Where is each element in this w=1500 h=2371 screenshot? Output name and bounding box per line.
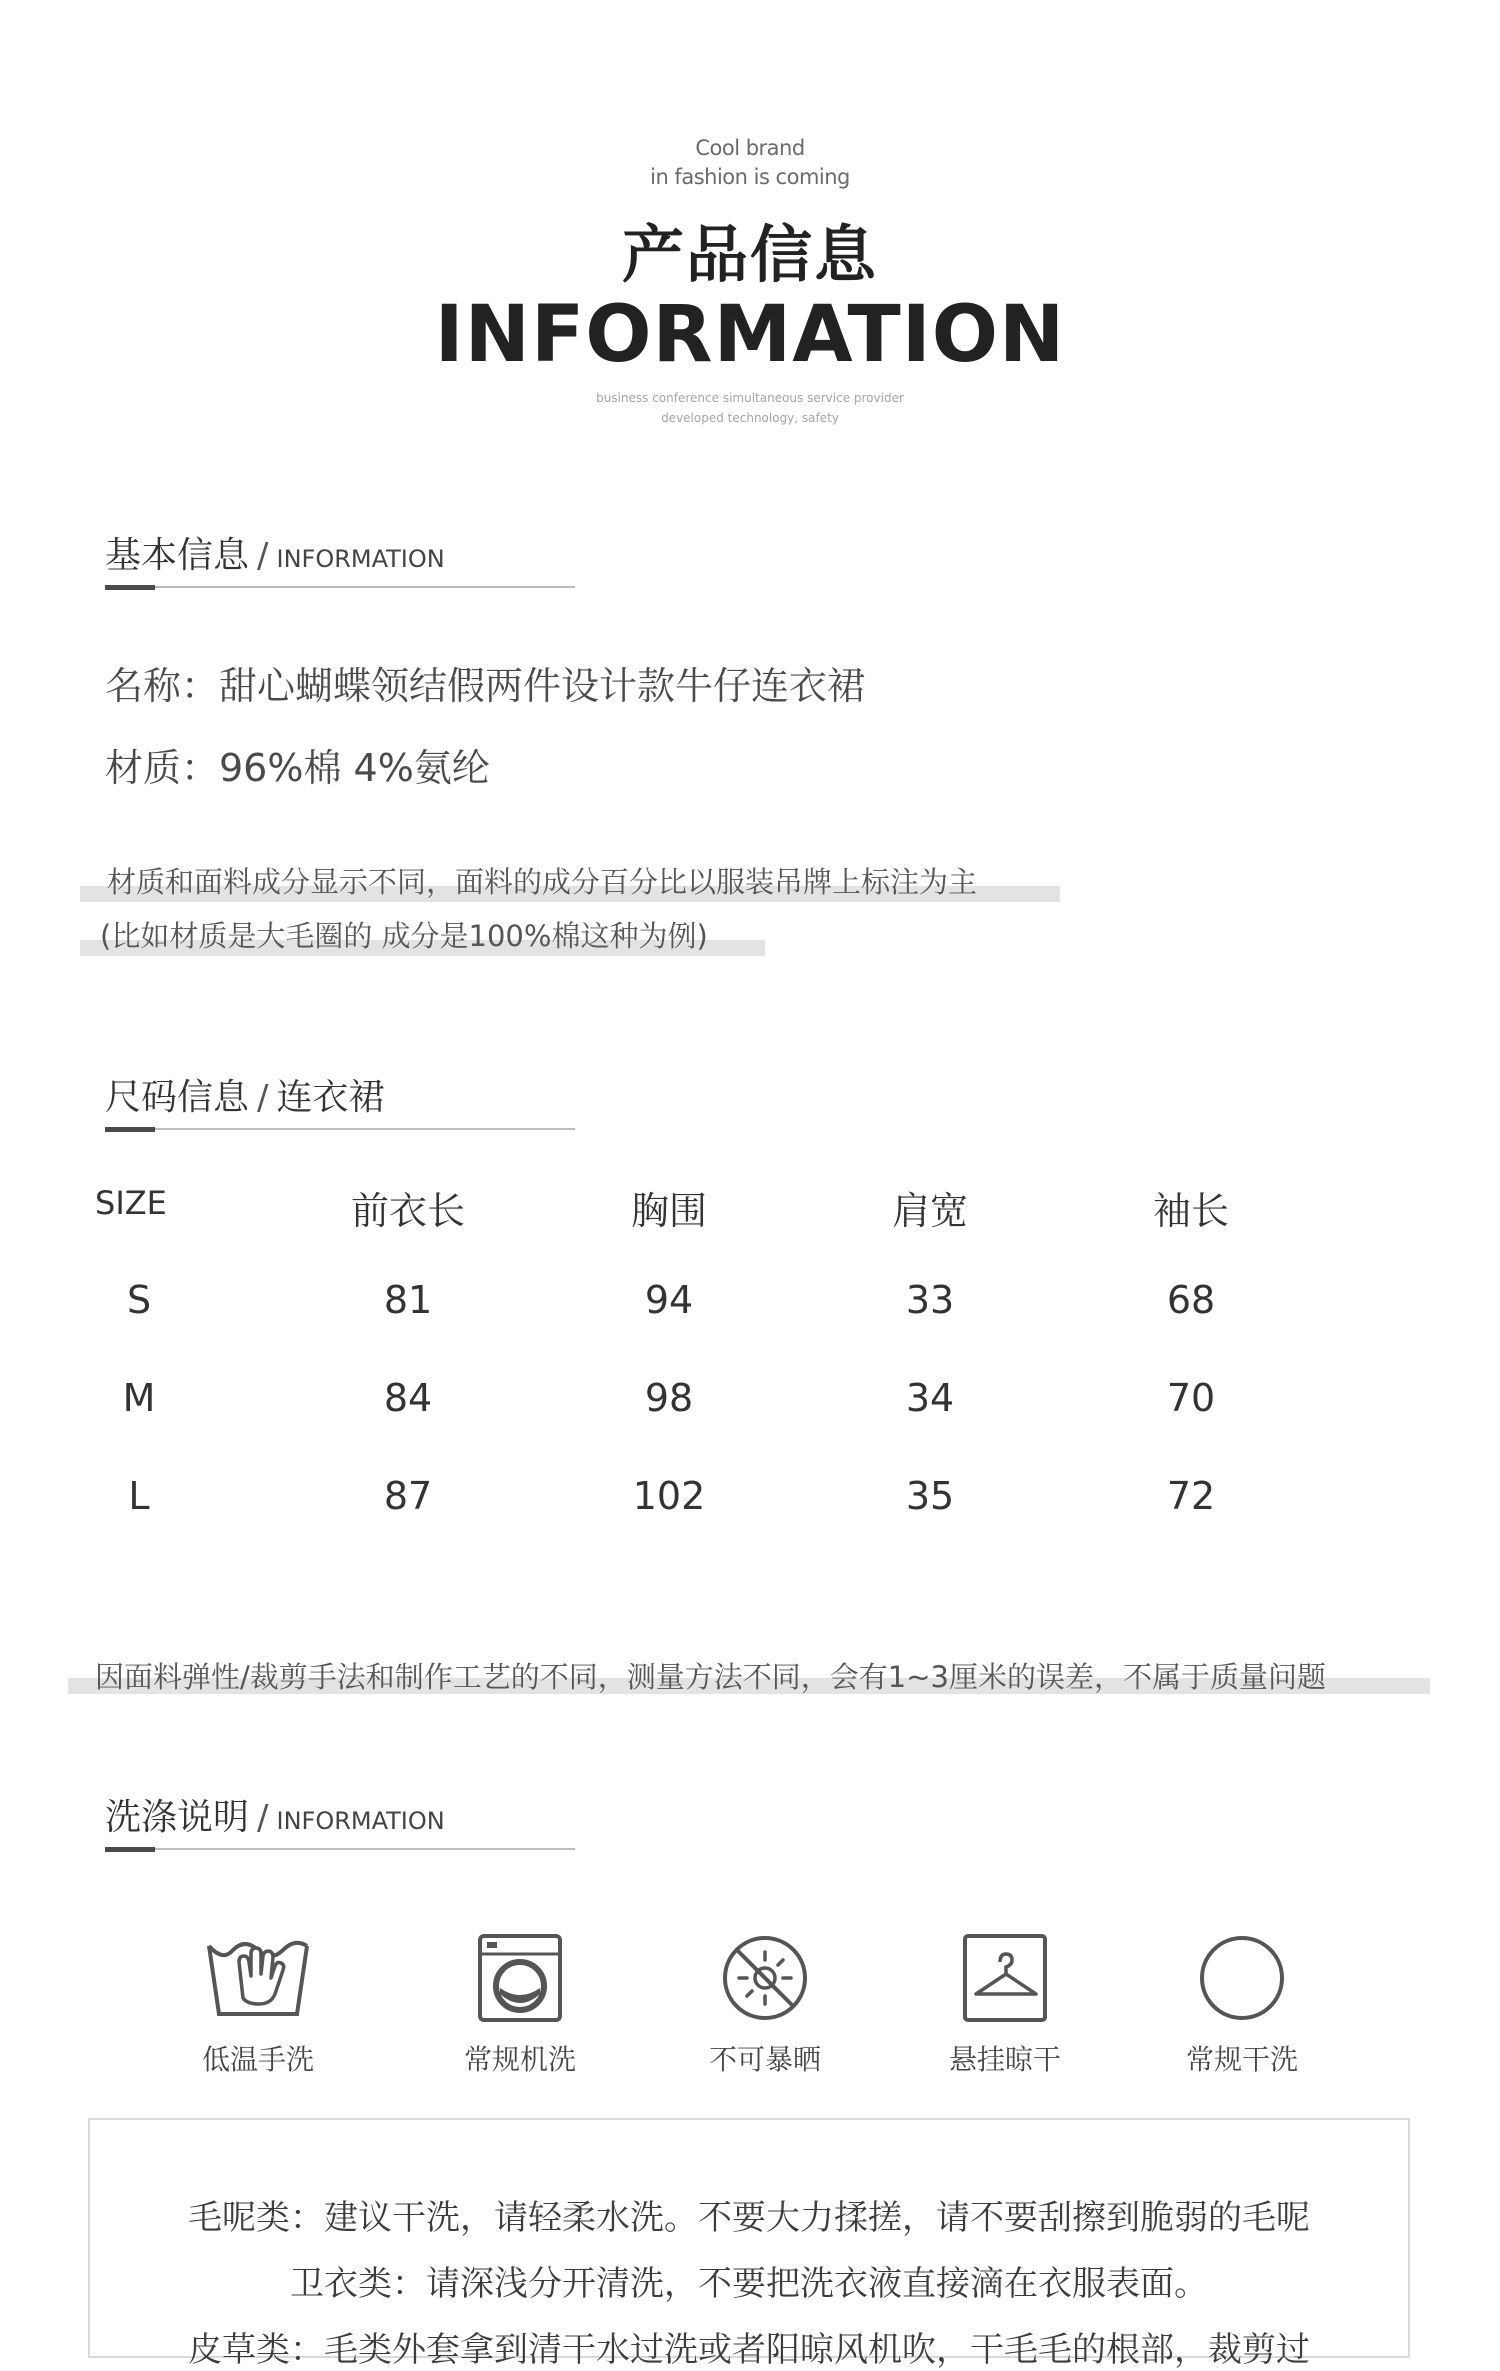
wash-label: 悬挂晾干	[948, 2043, 1061, 2076]
size-heading-sub: 连衣裙	[276, 1077, 385, 1118]
wash-item-dry-clean	[1142, 1932, 1342, 2078]
heading-underline-accent	[105, 1127, 155, 1132]
material-note-1: 材质和面料成分显示不同，面料的成分百分比以服装吊牌上标注为主	[107, 865, 978, 899]
basic-heading-en: INFORMATION	[276, 545, 445, 573]
size-cell: 84	[383, 1376, 433, 1420]
size-cell: 34	[905, 1376, 955, 1420]
hero-small-line-1: business conference simultaneous service provider	[596, 391, 904, 405]
wash-info-heading	[105, 1790, 575, 1850]
basic-heading-cn: 基本信息	[105, 535, 250, 576]
wash-item-no-sun	[665, 1932, 865, 2078]
size-cell: 98	[644, 1376, 694, 1420]
size-cell: 94	[644, 1278, 694, 1322]
heading-underline-accent	[105, 1847, 155, 1852]
heading-underline-accent	[105, 585, 155, 590]
heading-underline	[105, 586, 575, 588]
size-heading-cn: 尺码信息	[105, 1077, 250, 1118]
machine-wash-icon	[465, 1932, 575, 2024]
hero-small-line-2: developed technology, safety	[661, 411, 839, 425]
size-cell: 87	[383, 1474, 433, 1518]
hero-tagline-2: in fashion is coming	[650, 165, 850, 189]
table-row	[95, 1474, 1295, 1572]
wash-label: 常规机洗	[463, 2043, 576, 2076]
hang-dry-icon	[950, 1932, 1060, 2024]
size-info-heading	[105, 1070, 575, 1130]
size-cell: 70	[1166, 1376, 1216, 1420]
wash-label: 不可暴晒	[708, 2043, 821, 2076]
wash-heading-slash: /	[257, 1798, 269, 1838]
product-material: 材质：96%棉 4%氨纶	[105, 746, 490, 790]
table-row	[95, 1278, 1295, 1376]
wash-heading-cn: 洗涤说明	[105, 1797, 250, 1838]
heading-underline	[105, 1848, 575, 1850]
wash-label: 低温手洗	[201, 2043, 314, 2076]
size-table	[95, 1180, 1295, 1572]
size-cell: S	[126, 1278, 152, 1322]
dry-clean-icon	[1187, 1932, 1297, 2024]
basic-info-heading	[105, 528, 575, 588]
size-cell: 33	[905, 1278, 955, 1322]
size-cell: L	[128, 1474, 150, 1518]
size-heading-slash: /	[257, 1078, 269, 1118]
care-instructions-box	[88, 2118, 1410, 2370]
no-sun-icon	[710, 1932, 820, 2024]
size-cell: 102	[632, 1474, 706, 1518]
wash-heading-en: INFORMATION	[276, 1807, 445, 1835]
product-name: 名称：甜心蝴蝶领结假两件设计款牛仔连衣裙	[105, 664, 866, 708]
size-cell: 35	[905, 1474, 955, 1518]
hero-tagline-1: Cool brand	[695, 136, 805, 160]
care-line: 卫衣类：请深浅分开清洗，不要把洗衣液直接滴在衣服表面。	[290, 2264, 1208, 2304]
size-header-front-length: 前衣长	[350, 1189, 465, 1233]
size-header-size: SIZE	[95, 1184, 167, 1222]
size-header-shoulder: 肩宽	[891, 1189, 968, 1233]
size-cell: M	[122, 1376, 156, 1420]
hero-title-cn: 产品信息	[621, 218, 878, 291]
size-cell: 72	[1166, 1474, 1216, 1518]
basic-heading-slash: /	[257, 536, 269, 576]
wash-label: 常规干洗	[1185, 2043, 1298, 2076]
wash-item-hang-dry	[905, 1932, 1105, 2078]
size-note: 因面料弹性/裁剪手法和制作工艺的不同，测量方法不同，会有1~3厘米的误差，不属于质量问题	[95, 1660, 1326, 1694]
wash-item-hand-wash	[158, 1932, 358, 2078]
size-cell: 68	[1166, 1278, 1216, 1322]
care-line: 皮草类：毛类外套拿到清干水过洗或者阳晾风机吹，干毛毛的根部，裁剪过	[188, 2330, 1310, 2370]
wash-item-machine-wash	[420, 1932, 620, 2078]
size-header-bust: 胸围	[630, 1189, 707, 1233]
care-line: 毛呢类：建议干洗，请轻柔水洗。不要大力揉搓，请不要刮擦到脆弱的毛呢	[188, 2198, 1310, 2238]
size-header-sleeve: 袖长	[1152, 1189, 1229, 1233]
table-row	[95, 1376, 1295, 1474]
size-cell: 81	[383, 1278, 433, 1322]
heading-underline	[105, 1128, 575, 1130]
hero-title-en: INFORMATION	[434, 290, 1066, 380]
material-note-2: (比如材质是大毛圈的 成分是100%棉这种为例)	[100, 919, 708, 953]
size-table-header	[95, 1180, 1295, 1278]
hand-wash-icon	[203, 1932, 313, 2024]
